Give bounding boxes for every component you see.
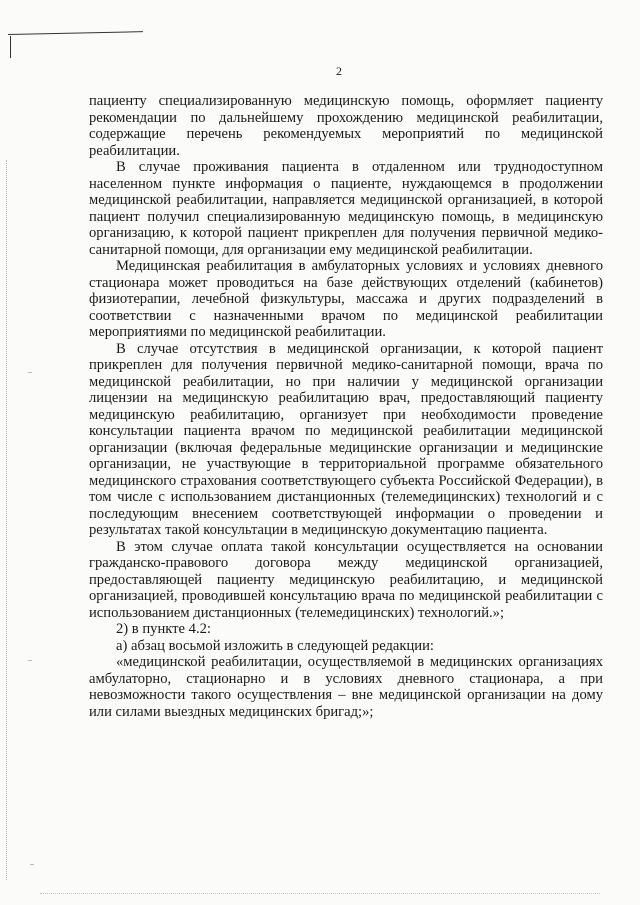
paragraph: «медицинской реабилитации, осуществляемой в медицинских организациях амбулаторно, стационарно и в условиях дневного стационара, а при невозможности такого осуществления – вне медицинской организации на дому или силами выездных медицинских бригад;»;	[89, 654, 603, 720]
paragraph: В этом случае оплата такой консультации осуществляется на основании гражданско-правового договора между медицинской организацией, предоставляющей пациенту медицинскую реабилитацию, и медицинской организацией, проводившей консультацию врача по медицинской реабилитации с использованием дистанционных (телемедицинских) технологий.»;	[89, 538, 603, 621]
page-number: 2	[336, 64, 342, 78]
scan-artifact-mark	[28, 660, 32, 661]
paragraph: В случае проживания пациента в отдаленном или труднодоступном населенном пункте информация о пациенте, нуждающемся в продолжении медицинской реабилитации, направляется медицинской организацией, в которой пациент получил специализированную медицинскую помощь, в медицинскую организацию, к которой пациент прикреплен для получения первичной медико-санитарной помощи, для организации ему медицинской реабилитации.	[89, 159, 603, 258]
scan-artifact-mark	[30, 864, 34, 865]
paragraph: пациенту специализированную медицинскую помощь, оформляет пациенту рекомендации по дальнейшему прохождению медицинской реабилитации, содержащие перечень рекомендуемых мероприятий по медицинской реабилитации.	[89, 93, 603, 159]
paragraph: Медицинская реабилитация в амбулаторных условиях и условиях дневного стационара может проводиться на базе действующих отделений (кабинетов) физиотерапии, лечебной физкультуры, массажа и других подразделений в соответствии с назначенными врачом по медицинской реабилитации мероприятиями по медицинской реабилитации.	[89, 258, 603, 340]
scan-artifact-left-edge	[6, 160, 7, 880]
paragraph: В случае отсутствия в медицинской организации, к которой пациент прикреплен для получения первичной медико-санитарной помощи, врача по медицинской реабилитации, но при наличии у медицинской организации лицензии на медицинскую реабилитацию врач, предоставляющий пациенту медицинскую реабилитацию, организует при необходимости проведение консультации пациента врачом по медицинской реабилитации медицинской организации (включая федеральные медицинские организации и медицинские организации, не участвующие в территориальной программе обязательного медицинского страхования соответствующего субъекта Российской Федерации), в том числе с использованием дистанционных (телемедицинских) технологий и с последующим внесением соответствующей информации о проведении и результатах такой консультации в медицинскую документацию пациента.	[89, 340, 603, 538]
scan-artifact-mark	[28, 372, 32, 373]
scan-artifact-bottom-edge	[40, 893, 600, 894]
paragraph: а) абзац восьмой изложить в следующей редакции:	[116, 637, 434, 654]
scan-artifact-line	[8, 31, 143, 35]
document-body	[89, 93, 603, 720]
paragraph: 2) в пункте 4.2:	[116, 621, 211, 637]
scan-artifact-tick	[10, 36, 11, 58]
